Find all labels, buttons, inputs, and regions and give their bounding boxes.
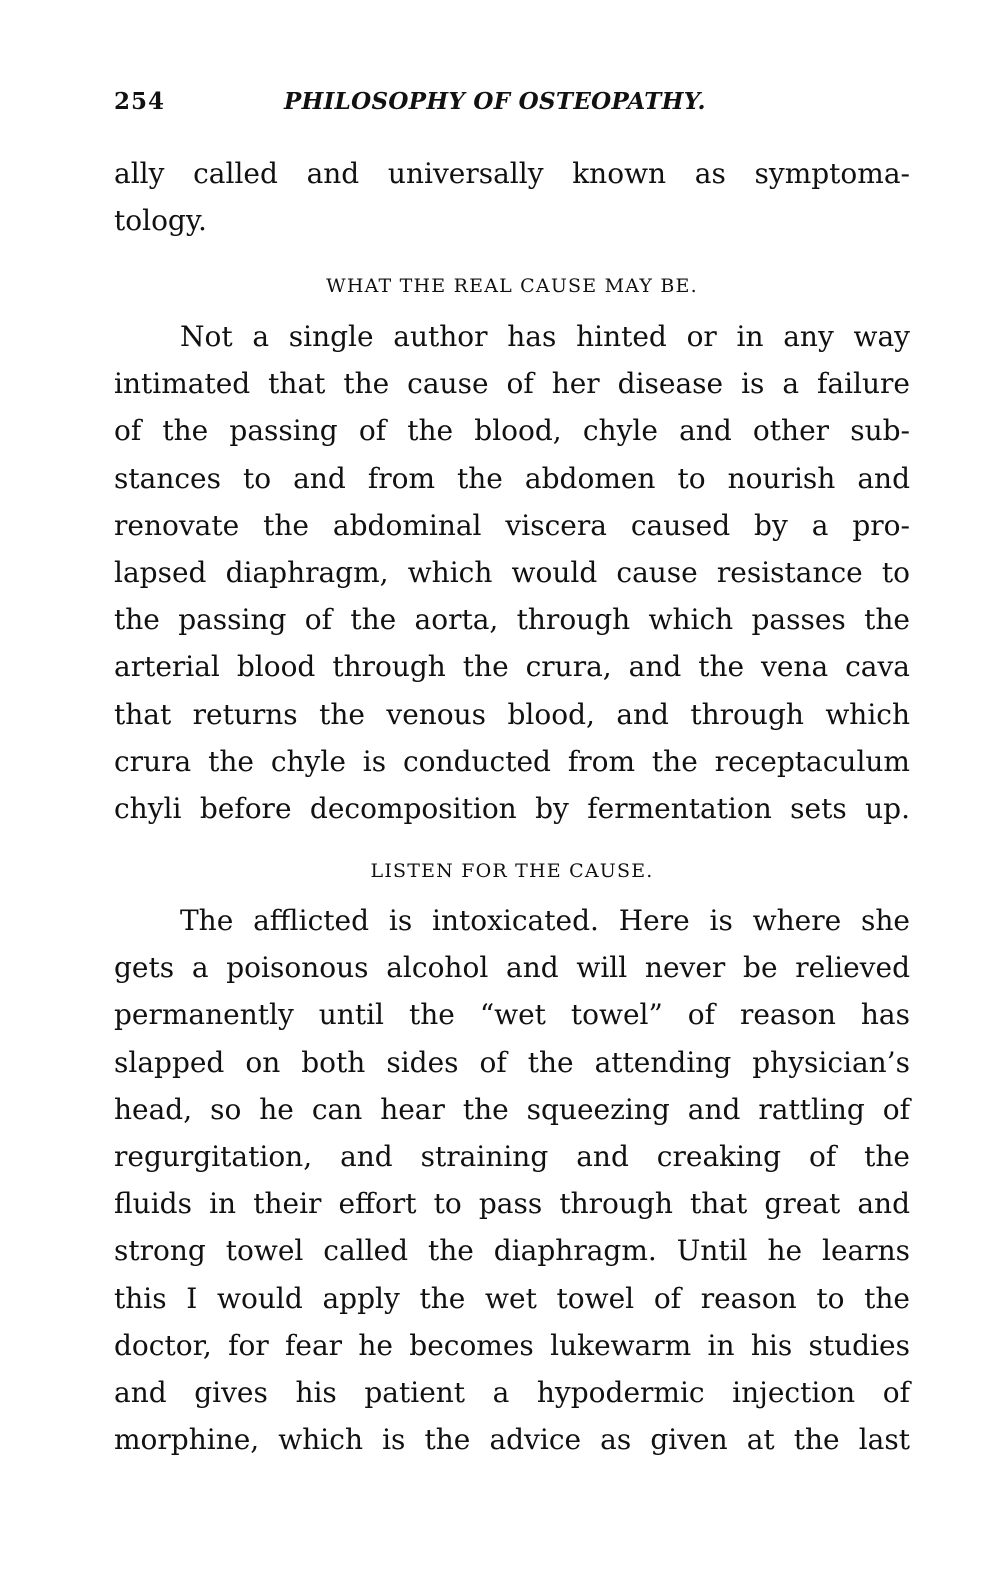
text-line: lapsed diaphragm, which would cause resistance to (114, 555, 910, 589)
text-line: the passing of the aorta, through which passes the (114, 603, 910, 637)
book-title: PHILOSOPHY OF OSTEOPATHY. (284, 88, 706, 115)
section-heading-listen: LISTEN FOR THE CAUSE. (370, 860, 654, 882)
text-line: The afflicted is intoxicated. Here is where she (180, 904, 910, 937)
text-line: crura the chyle is conducted from the receptaculum (114, 744, 910, 778)
page-number: 254 (114, 88, 166, 115)
text-line: stances to and from the abdomen to nourish and (114, 461, 910, 495)
intro-paragraph (114, 150, 910, 244)
text-line: that returns the venous blood, and through which (114, 697, 910, 731)
text-line: of the passing of the blood, chyle and other sub- (114, 414, 910, 448)
paragraph-real-cause (114, 313, 910, 832)
text-line: permanently until the “wet towel” of reason has (114, 998, 910, 1032)
text-line: ally called and universally known as symptoma- (114, 157, 910, 190)
running-head (114, 88, 914, 122)
text-line: Not a single author has hinted or in any way (180, 320, 910, 353)
text-line: gets a poisonous alcohol and will never be relieved (114, 951, 910, 985)
text-line: doctor, for fear he becomes lukewarm in his studies (114, 1328, 910, 1362)
text-line: intimated that the cause of her disease is a failure (114, 367, 910, 401)
section-heading-real-cause: WHAT THE REAL CAUSE MAY BE. (326, 275, 698, 297)
text-line: regurgitation, and straining and creaking of the (114, 1139, 910, 1173)
text-line: head, so he can hear the squeezing and rattling of (114, 1092, 910, 1126)
paragraph-listen (114, 897, 910, 1463)
text-line: strong towel called the diaphragm. Until he learns (114, 1234, 910, 1268)
text-line: and gives his patient a hypodermic injection of (114, 1375, 910, 1409)
text-line: arterial blood through the crura, and the vena cava (114, 650, 910, 684)
text-line: slapped on both sides of the attending physician’s (114, 1045, 910, 1079)
text-line: chyli before decomposition by fermentation sets up. (114, 791, 910, 825)
text-line: renovate the abdominal viscera caused by a pro- (114, 508, 910, 542)
text-line: this I would apply the wet towel of reason to the (114, 1281, 910, 1315)
text-line: fluids in their effort to pass through that great and (114, 1187, 910, 1221)
text-line: morphine, which is the advice as given at the last (114, 1423, 910, 1457)
text-line: tology. (114, 204, 207, 238)
